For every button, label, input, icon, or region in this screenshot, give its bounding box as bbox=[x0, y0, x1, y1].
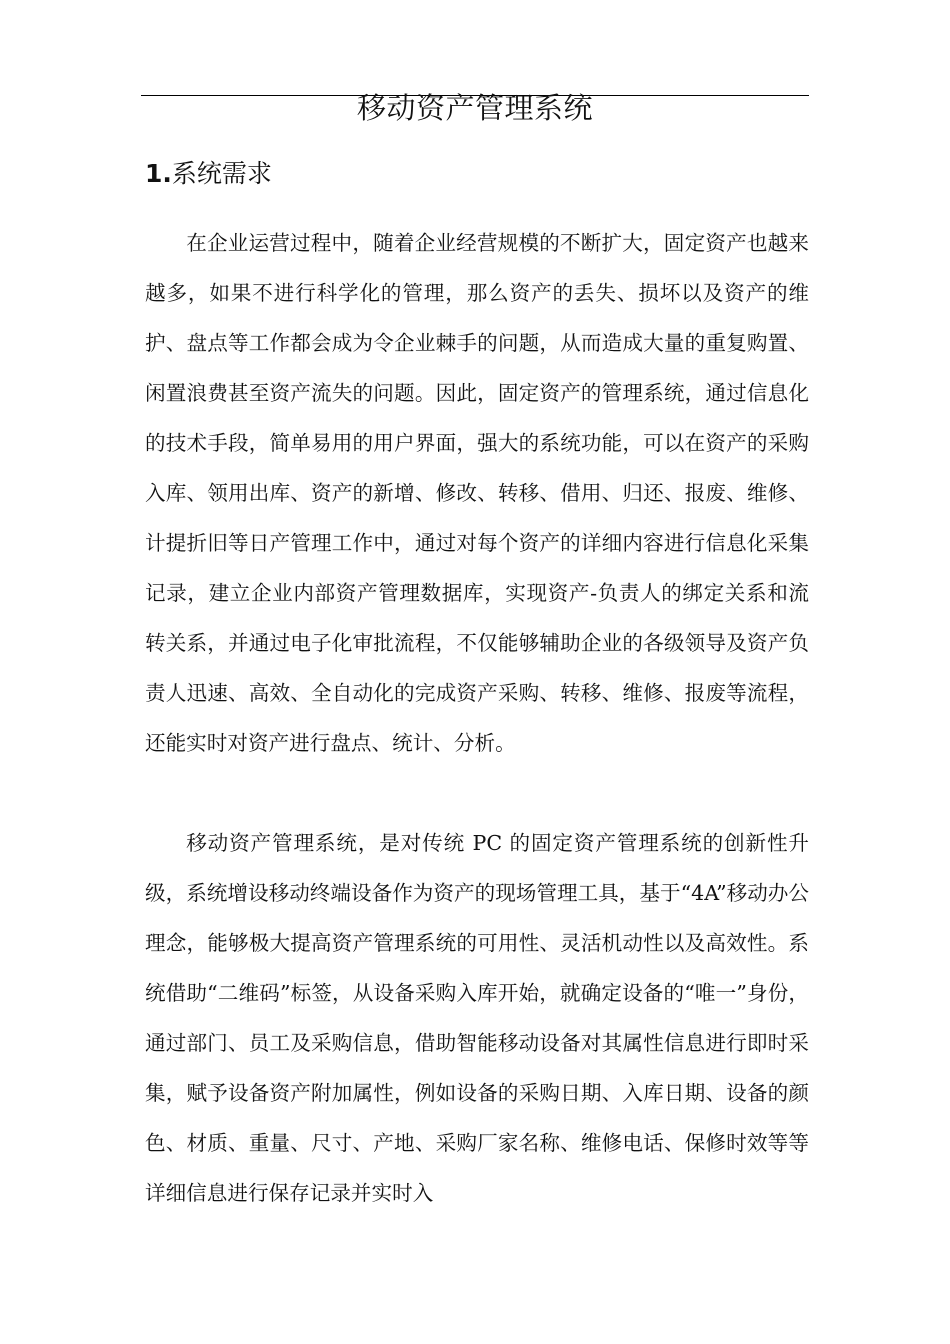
document-title: 移动资产管理系统 bbox=[356, 91, 593, 125]
section-heading-text: 系统需求 bbox=[171, 159, 272, 188]
paragraph-mobile-asset-system: 移动资产管理系统，是对传统 PC 的固定资产管理系统的创新性升级，系统增设移动终端设备作为资产的现场管理工具，基于“4A”移动办公理念，能够极大提高资产管理系统的可用性、灵活机动性以及高效性。系统借助“二维码”标签，从设备采购入库开始，就确定设备的“唯一”身份，通过部门、员工及采购信息，借助智能移动设备对其属性信息进行即时采集，赋予设备资产附加属性，例如设备的采购日期、入库日期、设备的颜色、材质、重量、尺寸、产地、采购厂家名称、维修电话、保修时效等等详细信息进行保存记录并实时入 bbox=[145, 831, 809, 1205]
paragraph-system-requirements: 在企业运营过程中，随着企业经营规模的不断扩大，固定资产也越来越多，如果不进行科学化的管理，那么资产的丢失、损坏以及资产的维护、盘点等工作都会成为令企业棘手的问题，从而造成大量的重复购置、闲置浪费甚至资产流失的问题。因此，固定资产的管理系统，通过信息化的技术手段，简单易用的用户界面，强大的系统功能，可以在资产的采购入库、领用出库、资产的新增、修改、转移、借用、归还、报废、维修、计提折旧等日产管理工作中，通过对每个资产的详细内容进行信息化采集记录，建立企业内部资产管理数据库，实现资产-负责人的绑定关系和流转关系，并通过电子化审批流程，不仅能够辅助企业的各级领导及资产负责人迅速、高效、全自动化的完成资产采购、转移、维修、报废等流程，还能实时对资产进行盘点、统计、分析。 bbox=[145, 231, 809, 755]
section-number: 1. bbox=[145, 159, 172, 188]
section-heading bbox=[145, 152, 745, 196]
